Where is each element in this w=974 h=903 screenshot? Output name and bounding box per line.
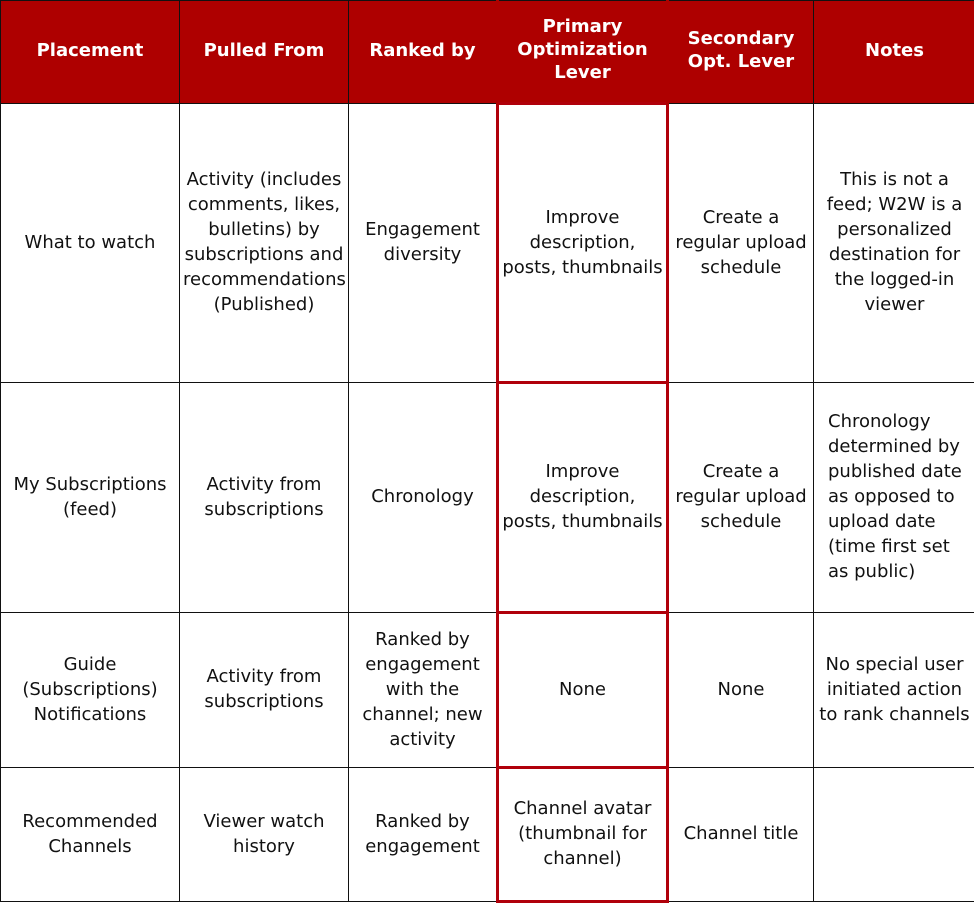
cell-notes: This is not a feed; W2W is a personalized destination for the logged-in viewer xyxy=(814,104,974,383)
header-primary-lever: Primary Optimization Lever xyxy=(498,1,668,104)
cell-pulled-from: Activity from subscriptions xyxy=(180,613,349,768)
cell-placement: What to watch xyxy=(1,104,180,383)
cell-pulled-from: Viewer watch history xyxy=(180,768,349,902)
cell-secondary-lever: Create a regular upload schedule xyxy=(668,383,814,613)
cell-ranked-by: Chronology xyxy=(349,383,498,613)
cell-pulled-from: Activity (includes comments, likes, bulletins) by subscriptions and recommendations (Published) xyxy=(180,104,349,383)
cell-ranked-by: Ranked by engagement with the channel; new activity xyxy=(349,613,498,768)
header-secondary-lever: Secondary Opt. Lever xyxy=(668,1,814,104)
cell-placement: Guide (Subscriptions) Notifications xyxy=(1,613,180,768)
cell-secondary-lever: None xyxy=(668,613,814,768)
cell-primary-lever: Improve description, posts, thumbnails xyxy=(498,383,668,613)
cell-placement: My Subscriptions (feed) xyxy=(1,383,180,613)
header-notes: Notes xyxy=(814,1,974,104)
cell-secondary-lever: Channel title xyxy=(668,768,814,902)
header-pulled-from: Pulled From xyxy=(180,1,349,104)
cell-notes: Chronology determined by published date as opposed to upload date (time first set as public) xyxy=(814,383,974,613)
cell-primary-lever: Improve description, posts, thumbnails xyxy=(498,104,668,383)
cell-ranked-by: Engagement diversity xyxy=(349,104,498,383)
cell-primary-lever: Channel avatar (thumbnail for channel) xyxy=(498,768,668,902)
cell-notes xyxy=(814,768,974,902)
cell-pulled-from: Activity from subscriptions xyxy=(180,383,349,613)
table-row xyxy=(1,613,974,768)
header-row xyxy=(1,1,974,104)
cell-primary-lever: None xyxy=(498,613,668,768)
cell-placement: Recommended Channels xyxy=(1,768,180,902)
table-row xyxy=(1,383,974,613)
cell-ranked-by: Ranked by engagement xyxy=(349,768,498,902)
header-ranked-by: Ranked by xyxy=(349,1,498,104)
header-placement: Placement xyxy=(1,1,180,104)
table-row xyxy=(1,768,974,902)
cell-notes: No special user initiated action to rank channels xyxy=(814,613,974,768)
table-row xyxy=(1,104,974,383)
cell-secondary-lever: Create a regular upload schedule xyxy=(668,104,814,383)
